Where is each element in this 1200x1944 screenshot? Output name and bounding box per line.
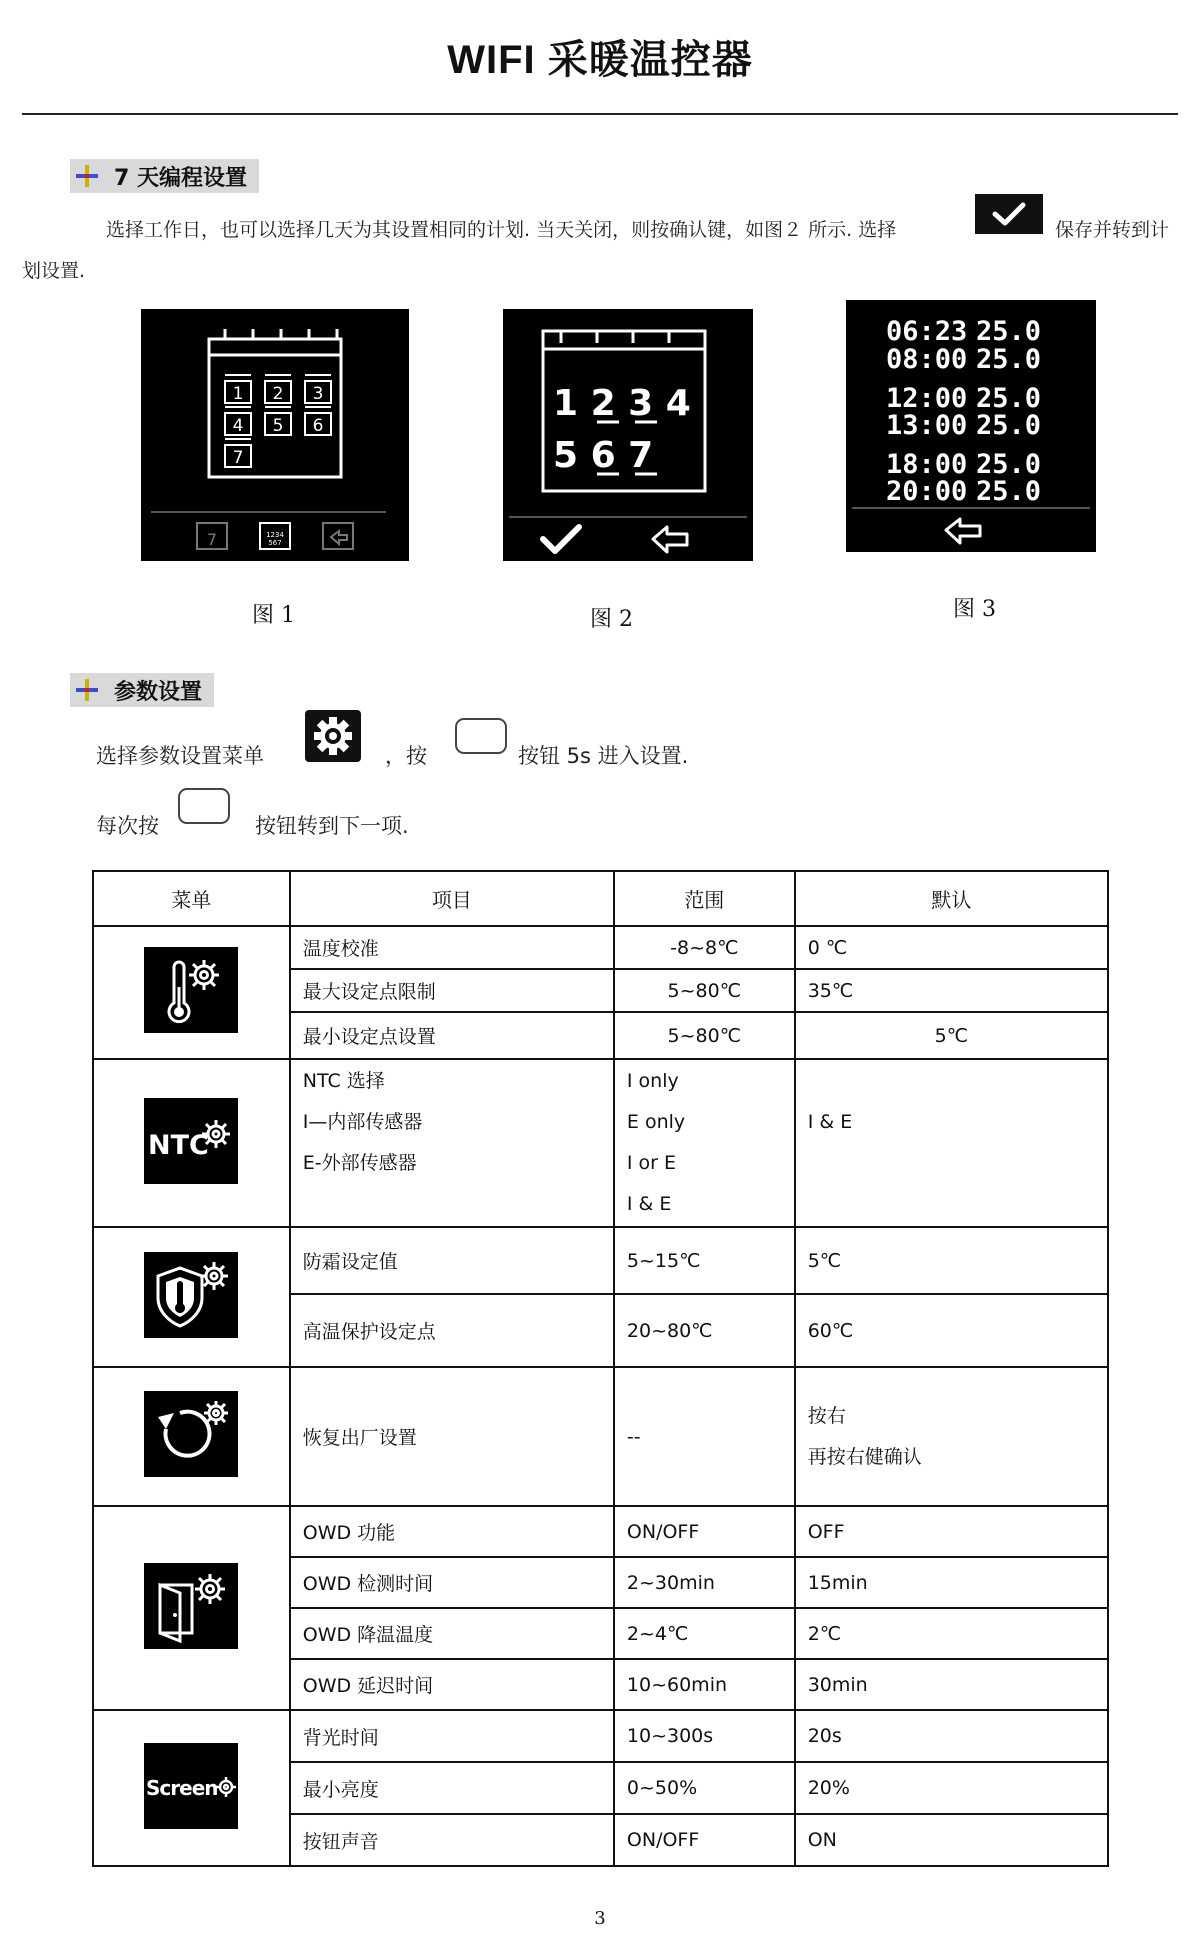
cell-default: 20s [795, 1710, 1108, 1762]
device-button-icon [178, 788, 230, 824]
cell-range: 10~60min [614, 1659, 795, 1710]
svg-text:567: 567 [268, 539, 282, 547]
cell-default: 30min [795, 1659, 1108, 1710]
cell-range: 5~15℃ [614, 1227, 795, 1294]
cell-range: I only [626, 1070, 679, 1092]
fig1-day-7: 7 [232, 448, 244, 468]
cell-item: E-外部传感器 [302, 1152, 417, 1174]
fig2-weekend: 5 6 7 [553, 435, 654, 476]
cell-item: OWD 功能 [290, 1506, 614, 1557]
settings-gear-icon [305, 710, 361, 762]
cell-item: 最大设定点限制 [290, 969, 614, 1012]
page-number: 3 [594, 1908, 606, 1929]
fig3-back-arrow-icon [946, 519, 980, 543]
thermometer-settings-icon [144, 947, 238, 1033]
section-heading-params [70, 673, 214, 707]
cell-item: OWD 降温温度 [290, 1608, 614, 1659]
cell-range: 5~80℃ [614, 1012, 795, 1059]
figure1-caption: 图 1 [252, 603, 295, 628]
cell-item: 防霜设定值 [290, 1227, 614, 1294]
cell-default: 0 ℃ [795, 926, 1108, 969]
instruction-line2-a: 每次按 [96, 814, 159, 838]
table-row [93, 1059, 1108, 1227]
fig3-temp-4: 25.0 [976, 410, 1042, 441]
menu-owd [93, 1506, 290, 1710]
fig3-time-5: 18:00 [886, 449, 968, 480]
cell-range: 2~30min [614, 1557, 795, 1608]
screen-settings-icon [144, 1743, 238, 1829]
ntc-icon-label: NTC [148, 1129, 210, 1161]
fig3-temp-6: 25.0 [976, 476, 1042, 507]
cell-default: OFF [795, 1506, 1108, 1557]
parameter-table [92, 870, 1109, 1867]
instruction-line1-c: 按钮 5s 进入设置. [518, 744, 689, 768]
fig2-weekdays: 1 2 3 4 [553, 383, 691, 424]
cell-default: ON [795, 1814, 1108, 1866]
cell-default: 5℃ [795, 1227, 1108, 1294]
cell-range: ON/OFF [614, 1506, 795, 1557]
cell-range: I or E [626, 1152, 677, 1174]
table-header-row [93, 871, 1108, 926]
cell-default: 20% [795, 1762, 1108, 1814]
section-bullet-icon [74, 163, 100, 189]
fig1-day-6: 6 [312, 416, 324, 436]
header-menu: 菜单 [93, 871, 290, 926]
fig3-time-6: 20:00 [886, 476, 968, 507]
fig2-confirm-check-icon [543, 527, 579, 551]
instruction-line1-a: 选择参数设置菜单 [96, 744, 264, 768]
paragraph-line1: 选择工作日，也可以选择几天为其设置相同的计划. 当天关闭，则按确认键，如图２ 所示. 选择 [106, 219, 897, 241]
cell-item: 温度校准 [290, 926, 614, 969]
fig3-temp-2: 25.0 [976, 344, 1042, 375]
svg-text:1234: 1234 [266, 531, 284, 539]
cell-item: OWD 检测时间 [290, 1557, 614, 1608]
table-row [93, 1506, 1108, 1557]
confirm-check-icon [975, 194, 1043, 234]
cell-item: 最小亮度 [290, 1762, 614, 1814]
reset-default-cell [795, 1367, 1108, 1506]
fig3-temp-5: 25.0 [976, 449, 1042, 480]
instruction-line2-b: 按钮转到下一项. [255, 814, 409, 838]
header-default: 默认 [795, 871, 1108, 926]
menu-screen [93, 1710, 290, 1866]
cell-default: 35℃ [795, 969, 1108, 1012]
table-row [93, 1367, 1108, 1506]
header-range: 范围 [614, 871, 795, 926]
cell-item: 最小设定点设置 [290, 1012, 614, 1059]
fig3-temp-1: 25.0 [976, 316, 1042, 347]
ntc-settings-icon [144, 1098, 238, 1184]
cell-range: -- [614, 1367, 795, 1506]
cell-item: 高温保护设定点 [290, 1294, 614, 1367]
instruction-line1-b: ，按 [385, 744, 427, 768]
cell-default: 15min [795, 1557, 1108, 1608]
fig3-time-2: 08:00 [886, 344, 968, 375]
cell-item: 背光时间 [290, 1710, 614, 1762]
ntc-items-cell [290, 1059, 614, 1227]
cell-default: 2℃ [795, 1608, 1108, 1659]
figure2-screen [503, 309, 753, 561]
fig1-day-4: 4 [232, 416, 244, 436]
figure3-screen [846, 300, 1096, 552]
open-window-settings-icon [144, 1563, 238, 1649]
cell-item: OWD 延迟时间 [290, 1659, 614, 1710]
figure2-caption: 图 2 [590, 607, 633, 632]
paragraph-line1-end: 保存并转到计 [1055, 219, 1170, 241]
ntc-ranges-cell [614, 1059, 795, 1227]
cell-default: 60℃ [795, 1294, 1108, 1367]
cell-default: 5℃ [795, 1012, 1108, 1059]
section-heading-text: 参数设置 [114, 679, 203, 705]
menu-protection [93, 1227, 290, 1367]
fig3-time-1: 06:23 [886, 316, 968, 347]
cell-range: I & E [626, 1193, 672, 1215]
cell-range: 10~300s [614, 1710, 795, 1762]
fig3-time-4: 13:00 [886, 410, 968, 441]
cell-range: ON/OFF [614, 1814, 795, 1866]
cell-default: 按右 [807, 1404, 846, 1427]
fig2-back-arrow-icon [653, 527, 687, 552]
fig3-temp-3: 25.0 [976, 383, 1042, 414]
fig1-day-2: 2 [272, 384, 284, 404]
factory-reset-icon [144, 1391, 238, 1477]
fig1-day-3: 3 [312, 384, 324, 404]
figure3-caption: 图 3 [953, 597, 996, 622]
menu-reset [93, 1367, 290, 1506]
cell-item: 恢复出厂设置 [290, 1367, 614, 1506]
cell-default: 再按右健确认 [807, 1445, 922, 1468]
paragraph-line2: 划设置. [22, 260, 86, 282]
calendar-weekdays-icon [141, 309, 409, 561]
cell-item: I—内部传感器 [302, 1111, 423, 1133]
title-divider [22, 113, 1178, 115]
shield-thermometer-settings-icon [144, 1252, 238, 1338]
table-row [93, 926, 1108, 969]
ntc-default-cell [795, 1059, 1108, 1227]
section-heading-7day [70, 159, 259, 193]
cell-range: 5~80℃ [614, 969, 795, 1012]
fig3-time-3: 12:00 [886, 383, 968, 414]
device-button-icon [455, 718, 507, 754]
menu-temperature [93, 926, 290, 1059]
cell-range: 0~50% [614, 1762, 795, 1814]
figure1-screen [141, 309, 409, 561]
cell-item: NTC 选择 [302, 1070, 385, 1092]
table-row [93, 1227, 1108, 1294]
header-item: 项目 [290, 871, 614, 926]
screen-icon-label: Screen [146, 1775, 218, 1800]
cell-range: E only [626, 1111, 686, 1133]
document-title: WIFI 采暖温控器 [447, 38, 753, 82]
section-heading-text: 7 天编程设置 [114, 165, 247, 191]
cell-range: -8~8℃ [614, 926, 795, 969]
cell-item: 按钮声音 [290, 1814, 614, 1866]
fig1-day-1: 1 [232, 384, 244, 404]
menu-ntc [93, 1059, 290, 1227]
fig1-day-5: 5 [272, 416, 284, 436]
svg-text:7: 7 [206, 530, 218, 549]
cell-default: I & E [807, 1111, 853, 1133]
cell-range: 2~4℃ [614, 1608, 795, 1659]
section-bullet-icon [74, 677, 100, 703]
cell-range: 20~80℃ [614, 1294, 795, 1367]
table-row [93, 1710, 1108, 1762]
